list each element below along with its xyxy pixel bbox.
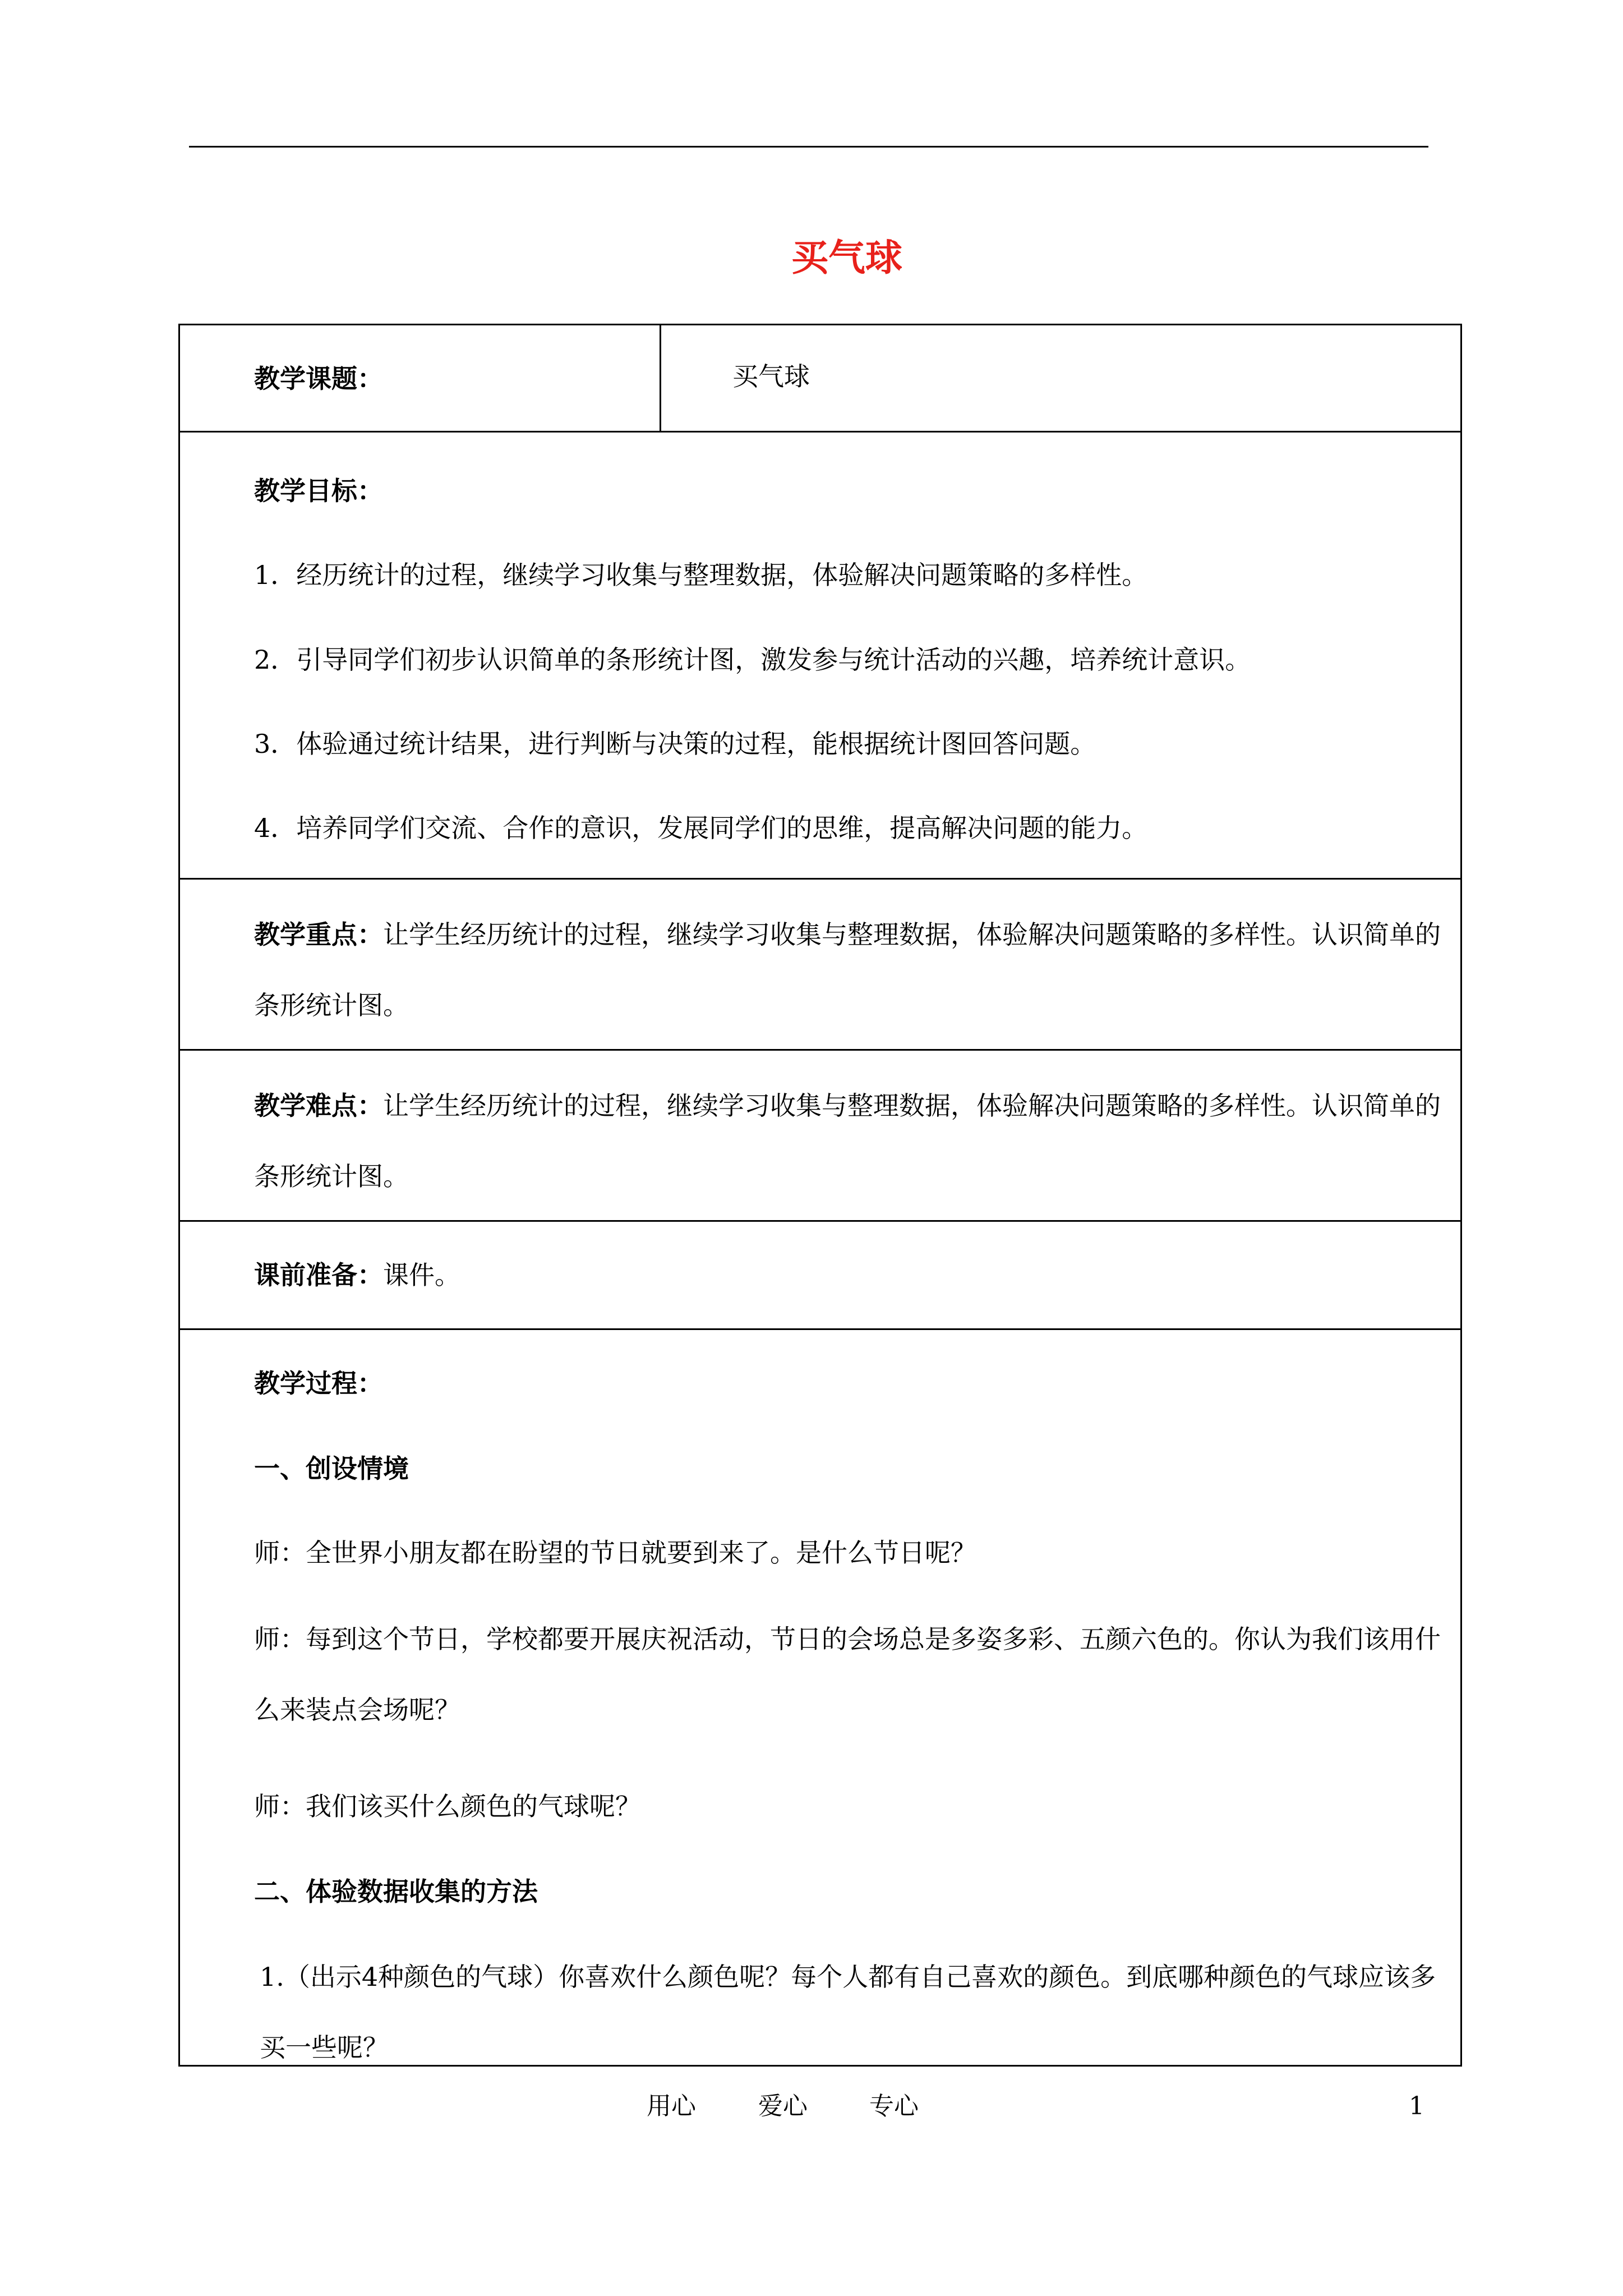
process-label: 教学过程： (254, 1368, 383, 1398)
key-point-label: 教学重点： (254, 919, 383, 950)
process-paragraph: 师：每到这个节日，学校都要开展庆祝活动，节日的会场总是多姿多彩、五颜六色的。你认为我们该用什么来装点会场呢？ (254, 1624, 1441, 1725)
process-paragraph: 师：全世界小朋友都在盼望的节日就要到来了。是什么节日呢？ (254, 1538, 976, 1568)
course-row (180, 325, 1460, 432)
difficulty-label: 教学难点： (254, 1091, 383, 1121)
lesson-plan-table (178, 324, 1462, 2067)
footer-word: 用心 (647, 2092, 696, 2120)
objective-item: 1．经历统计的过程，继续学习收集与整理数据，体验解决问题策略的多样性。 (254, 560, 1148, 590)
key-point-paragraph (254, 899, 1454, 1041)
preparation-text: 课件。 (383, 1260, 460, 1290)
objective-item: 3．体验通过统计结果，进行判断与决策的过程，能根据统计图回答问题。 (254, 729, 1096, 759)
key-point-row (180, 880, 1460, 1051)
process-row (180, 1330, 1460, 2065)
difficulty-paragraph (254, 1070, 1454, 1212)
process-paragraph: 1.（出示4种颜色的气球）你喜欢什么颜色呢？每个人都有自己喜欢的颜色。到底哪种颜色的气球应该多买一些呢？ (260, 1962, 1436, 2063)
preparation-line (254, 1258, 460, 1292)
course-value: 买气球 (732, 361, 810, 392)
process-paragraph: 师：我们该买什么颜色的气球呢？ (254, 1791, 641, 1821)
header-rule (189, 146, 1428, 148)
objective-item: 2．引导同学们初步认识简单的条形统计图，激发参与统计活动的兴趣，培养统计意识。 (254, 645, 1251, 675)
course-label-cell (180, 325, 661, 431)
objectives-row (180, 432, 1460, 880)
objective-item: 4．培养同学们交流、合作的意识，发展同学们的思维，提高解决问题的能力。 (254, 813, 1148, 843)
key-point-text: 让学生经历统计的过程，继续学习收集与整理数据，体验解决问题策略的多样性。认识简单的条形统计图。 (254, 919, 1441, 1020)
course-label: 教学课题： (254, 364, 383, 394)
preparation-label: 课前准备： (254, 1260, 383, 1290)
document-title: 买气球 (791, 236, 902, 279)
section-heading: 二、体验数据收集的方法 (254, 1876, 538, 1907)
difficulty-row (180, 1051, 1460, 1222)
objectives-label: 教学目标： (254, 476, 383, 506)
footer-word: 爱心 (758, 2092, 808, 2120)
section-heading: 一、创设情境 (254, 1453, 409, 1484)
page-number: 1 (1409, 2092, 1424, 2120)
difficulty-text: 让学生经历统计的过程，继续学习收集与整理数据，体验解决问题策略的多样性。认识简单的条形统计图。 (254, 1091, 1441, 1191)
footer-word: 专心 (869, 2092, 919, 2120)
preparation-row (180, 1222, 1460, 1330)
